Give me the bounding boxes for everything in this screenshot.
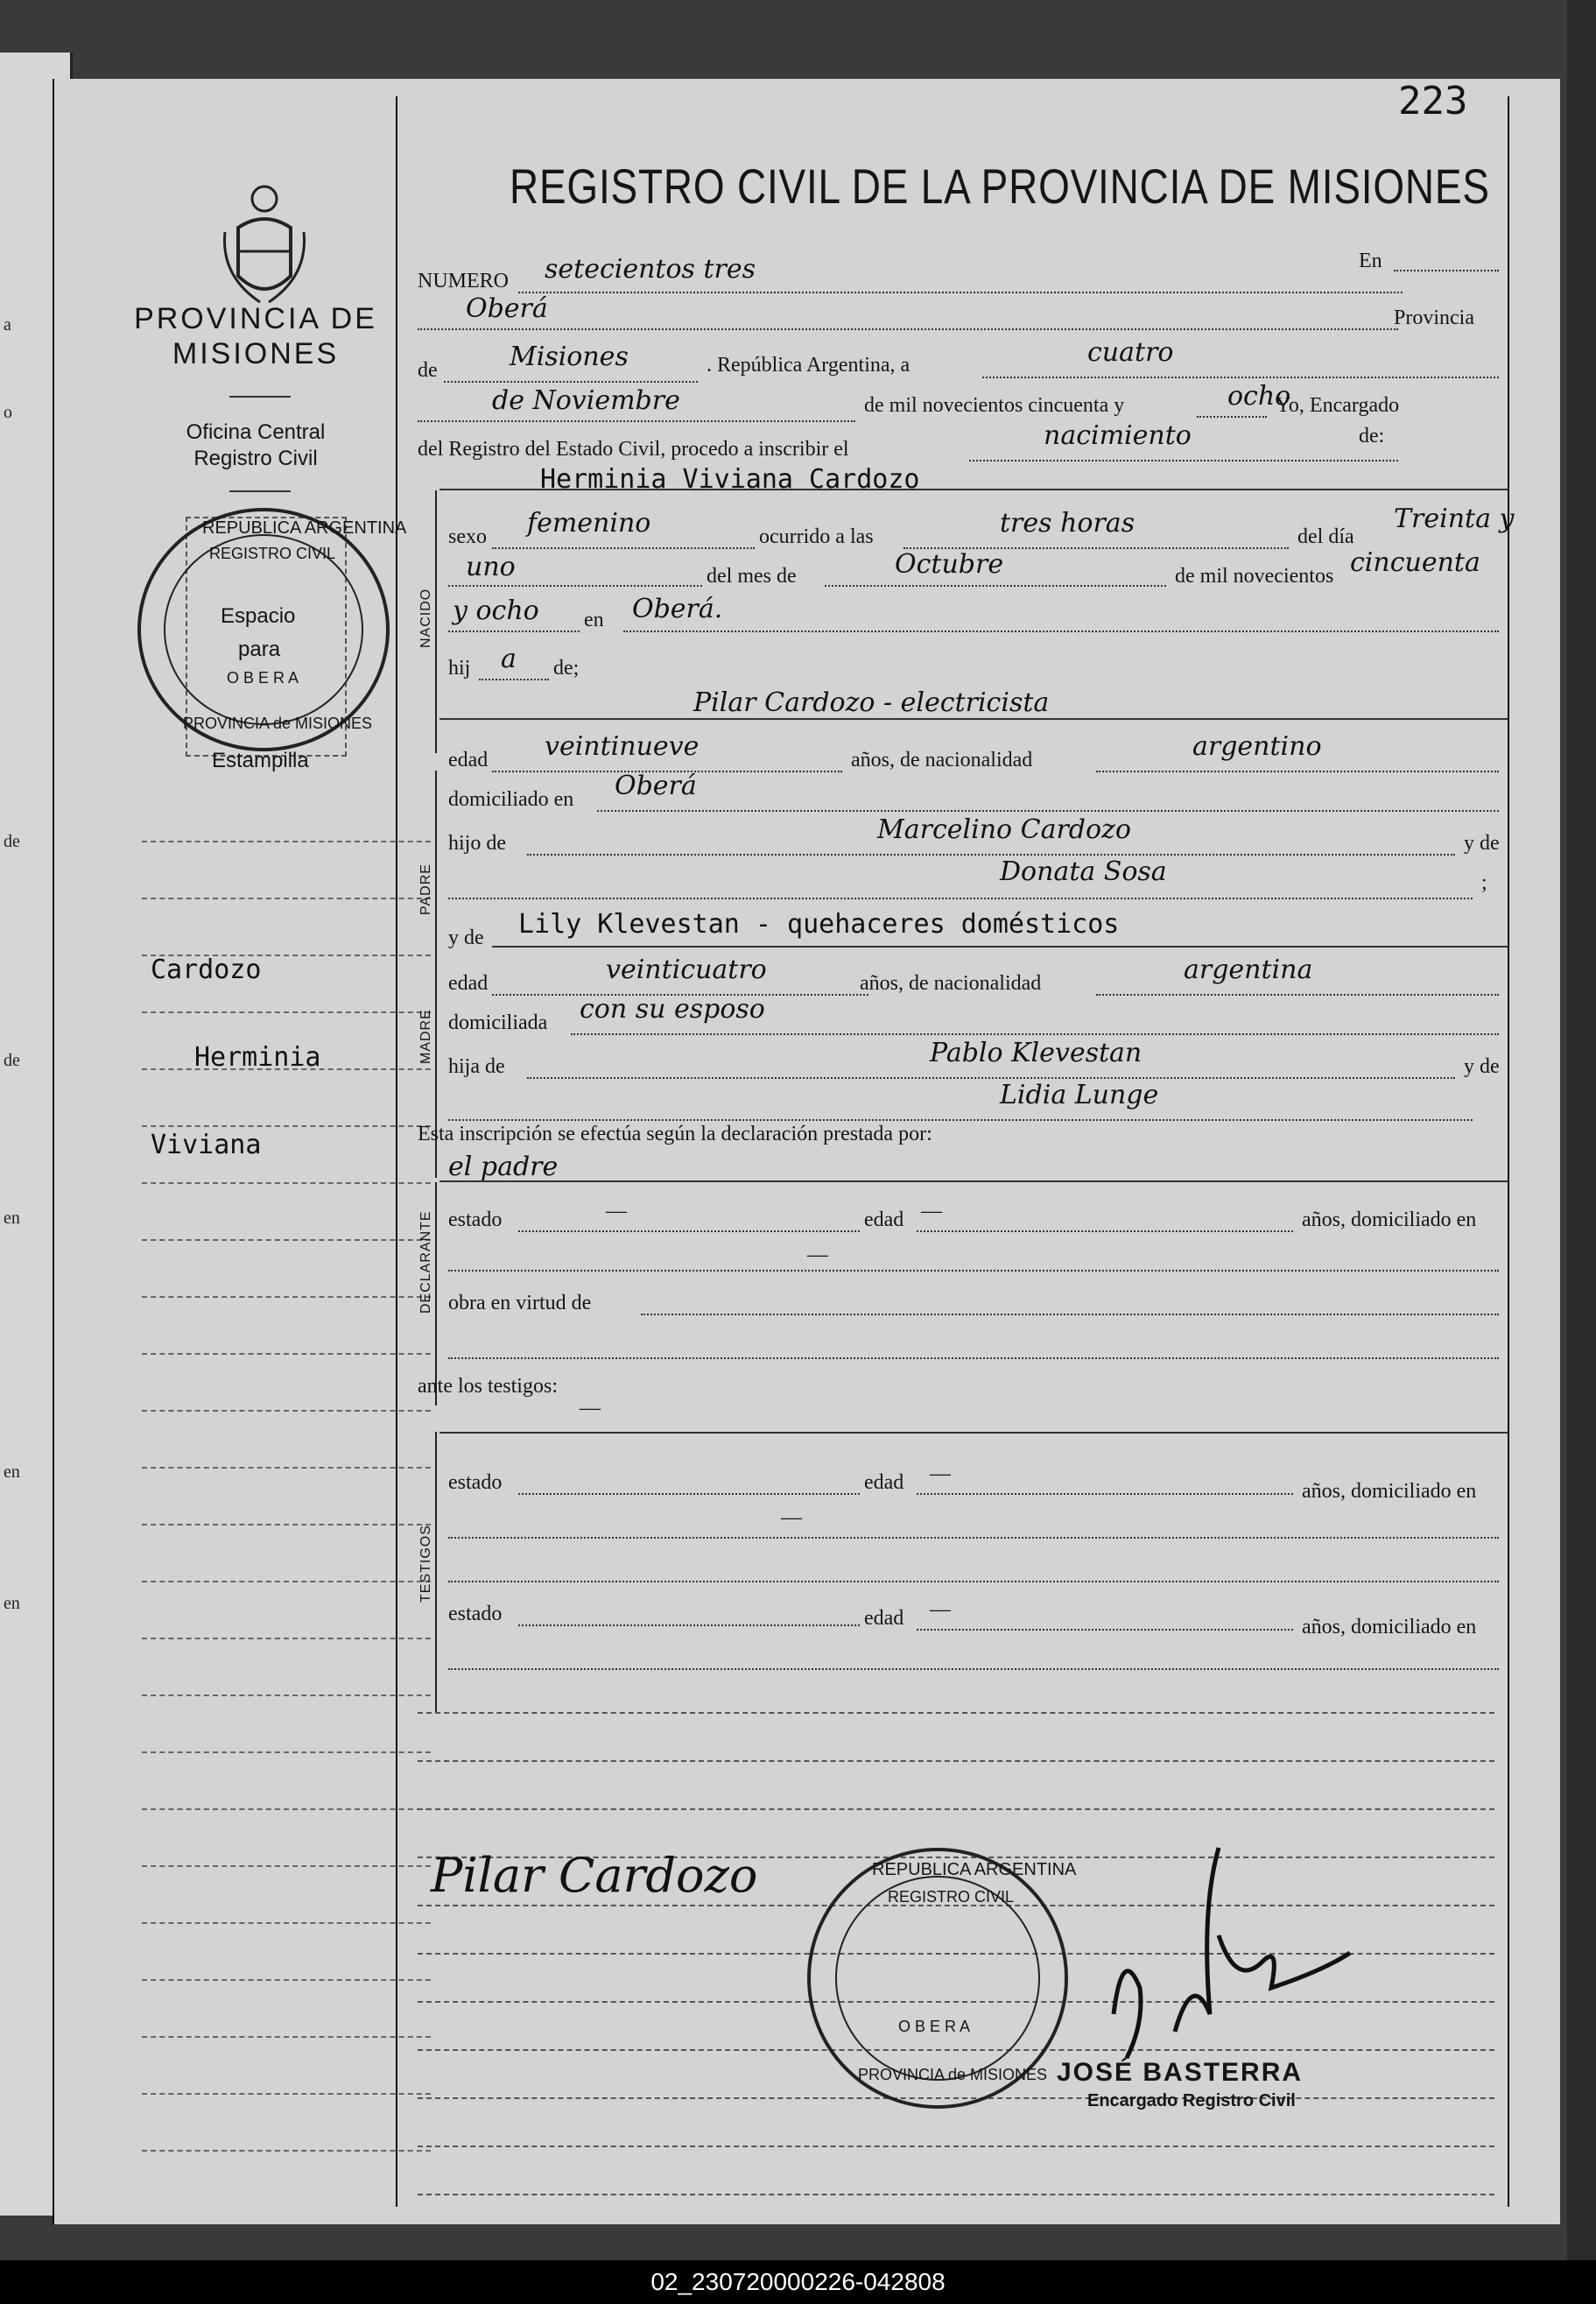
birth-place-value: Oberá.: [632, 594, 723, 624]
en-label: En: [1359, 250, 1382, 272]
hour-value: tres horas: [1000, 508, 1135, 539]
month-value: de Noviembre: [492, 385, 680, 416]
person-name: Herminia Viviana Cardozo: [540, 464, 920, 495]
father-age: veintinueve: [545, 731, 700, 762]
hij-de-label: de;: [553, 657, 580, 680]
hija-de-label: hija de: [448, 1055, 505, 1078]
domiciliado-label: domiciliado en: [448, 788, 574, 811]
act-value: nacimiento: [1044, 420, 1192, 451]
officer-name: JOSÉ BASTERRA: [1057, 2058, 1304, 2087]
republica-label: . República Argentina, a: [707, 354, 910, 377]
sexo-value: femenino: [527, 508, 651, 539]
y-de2-label: y de: [448, 927, 484, 949]
section-label-declarante: DECLARANTE: [418, 1210, 433, 1314]
provincia-label: Provincia: [1394, 306, 1474, 329]
province-value: Misiones: [510, 342, 629, 372]
left-page-fragment: de: [4, 1051, 20, 1070]
seal-text: REGISTRO CIVIL: [888, 1888, 1015, 1906]
mil-label: de mil novecientos: [1175, 565, 1334, 588]
left-page-fragment: a: [4, 315, 11, 335]
edad2-label: edad: [448, 972, 489, 995]
en2-label: en: [584, 609, 604, 631]
edad-label: edad: [448, 749, 489, 772]
dash: —: [930, 1598, 951, 1621]
semicolon: ;: [1481, 871, 1487, 894]
divider: [229, 396, 291, 398]
dash: —: [930, 1462, 951, 1485]
y-de-label: y de: [1464, 832, 1500, 855]
footer-id: 02_230720000226-042808: [0, 2260, 1596, 2304]
province-name-line2: MISIONES: [172, 337, 340, 370]
sexo-label: sexo: [448, 525, 487, 548]
mother-nationality: argentina: [1184, 955, 1313, 985]
seal-text: O B E R A: [227, 669, 299, 687]
seal-text: REPUBLICA ARGENTINA: [872, 1860, 1077, 1879]
estado-label: estado: [448, 1208, 503, 1231]
anos-domiciliado-label: años, domiciliado en: [1302, 1208, 1477, 1231]
anos-nacionalidad2-label: años, de nacionalidad: [860, 972, 1042, 995]
hij-value: a: [501, 644, 517, 674]
de-label: de: [418, 359, 438, 382]
birth-month-value: Octubre: [895, 549, 1004, 580]
anos-domiciliado3-label: años, domiciliado en: [1302, 1616, 1477, 1638]
left-page-fragment: en: [4, 1462, 20, 1482]
del-dia-label: del día: [1297, 525, 1354, 548]
left-page-fragment: o: [4, 403, 12, 422]
estado2-label: estado: [448, 1471, 503, 1494]
margin-name: Herminia: [194, 1042, 321, 1073]
seal-text: PROVINCIA de MISIONES: [858, 2066, 1048, 2083]
mother-mother: Lidia Lunge: [1000, 1080, 1159, 1110]
seal-text: REPUBLICA ARGENTINA: [202, 518, 407, 538]
dash: —: [807, 1244, 828, 1266]
edad5-label: edad: [864, 1607, 904, 1630]
registry-seal-bottom: [807, 1848, 1077, 2109]
left-page-fragment: en: [4, 1594, 20, 1613]
hijo-de-label: hijo de: [448, 832, 506, 855]
dash: —: [921, 1200, 942, 1222]
section-label-testigos: TESTIGOS: [418, 1525, 433, 1603]
dash: —: [580, 1397, 601, 1420]
officer-title: Encargado Registro Civil: [1087, 2091, 1296, 2110]
divider: [229, 490, 291, 492]
column-divider: [396, 96, 397, 2207]
margin-surname: Cardozo: [151, 955, 262, 985]
de2-label: de:: [1359, 425, 1385, 447]
province-name-line1: PROVINCIA DE: [134, 302, 377, 335]
right-border: [1508, 96, 1509, 2207]
birth-year-value: cincuenta: [1350, 547, 1480, 578]
left-page-fragment: en: [4, 1208, 20, 1228]
father-domicile: Oberá: [615, 771, 697, 801]
day-value: cuatro: [1087, 337, 1174, 368]
stamp-space-label: Espacio: [221, 604, 296, 628]
seal-text: O B E R A: [898, 2018, 971, 2035]
stamp-space-label: para: [238, 638, 281, 661]
declarant-value: el padre: [448, 1152, 559, 1182]
father-mother: Donata Sosa: [1000, 856, 1167, 887]
mother-father: Pablo Klevestan: [930, 1038, 1143, 1068]
mother-domicile: con su esposo: [580, 994, 765, 1025]
anos-nacionalidad-label: años, de nacionalidad: [851, 749, 1033, 772]
registro-label: del Registro del Estado Civil, procedo a inscribir el: [418, 438, 849, 461]
office-line1: Oficina Central: [186, 420, 326, 444]
father-nationality: argentino: [1192, 731, 1322, 762]
registry-seal: [137, 508, 407, 751]
estado3-label: estado: [448, 1603, 503, 1625]
seal-text: REGISTRO CIVIL: [209, 545, 336, 562]
dash: —: [606, 1200, 627, 1222]
obra-label: obra en virtud de: [448, 1292, 592, 1314]
birth-day-value-cont: uno: [466, 552, 516, 582]
father-father: Marcelino Cardozo: [877, 814, 1131, 845]
ocurrido-label: ocurrido a las: [759, 525, 874, 548]
mother-age: veinticuatro: [606, 955, 767, 985]
page-title: REGISTRO CIVIL DE LA PROVINCIA DE MISIONES: [510, 159, 1490, 214]
year-value: ocho: [1227, 381, 1291, 412]
margin-name: Viviana: [151, 1130, 262, 1160]
section-label-madre: MADRE: [418, 1009, 433, 1064]
coat-of-arms-icon: [216, 180, 313, 311]
y-de3-label: y de: [1464, 1055, 1500, 1078]
page-number: 223: [1398, 79, 1468, 123]
register-page: [53, 79, 1560, 2224]
mother-name: Lily Klevestan - quehaceres domésticos: [518, 909, 1120, 940]
section-label-nacido: NACIDO: [418, 588, 433, 648]
sidebar: [54, 79, 407, 2224]
hij-label: hij: [448, 657, 471, 680]
father-name: Pilar Cardozo - electricista: [693, 687, 1050, 718]
stamp-space-label: Estampilla: [212, 749, 309, 772]
encargado-label: Yo, Encargado: [1276, 394, 1400, 417]
numero-value: setecientos tres: [545, 254, 756, 285]
numero-label: NUMERO: [418, 270, 510, 292]
anos-domiciliado2-label: años, domiciliado en: [1302, 1480, 1477, 1503]
year-label: de mil novecientos cincuenta y: [864, 394, 1125, 417]
del-mes-label: del mes de: [707, 565, 797, 588]
declarant-signature: Pilar Cardozo: [431, 1848, 758, 1903]
left-page-fragment: de: [4, 832, 20, 851]
domiciliada-label: domiciliada: [448, 1011, 548, 1034]
testigos-label: ante los testigos:: [418, 1375, 558, 1398]
edad4-label: edad: [864, 1471, 904, 1494]
declaracion-label: Esta inscripción se efectúa según la declaración prestada por:: [418, 1123, 932, 1145]
book-spine: [1567, 0, 1596, 2260]
birth-year-value-cont: y ocho: [453, 595, 539, 626]
place-value: Oberá: [466, 293, 548, 324]
office-line2: Registro Civil: [193, 447, 318, 470]
birth-day-value: Treinta y: [1394, 504, 1515, 534]
seal-text: PROVINCIA de MISIONES: [183, 715, 373, 732]
dash: —: [781, 1506, 802, 1529]
edad3-label: edad: [864, 1208, 904, 1231]
section-label-padre: PADRE: [418, 863, 433, 915]
